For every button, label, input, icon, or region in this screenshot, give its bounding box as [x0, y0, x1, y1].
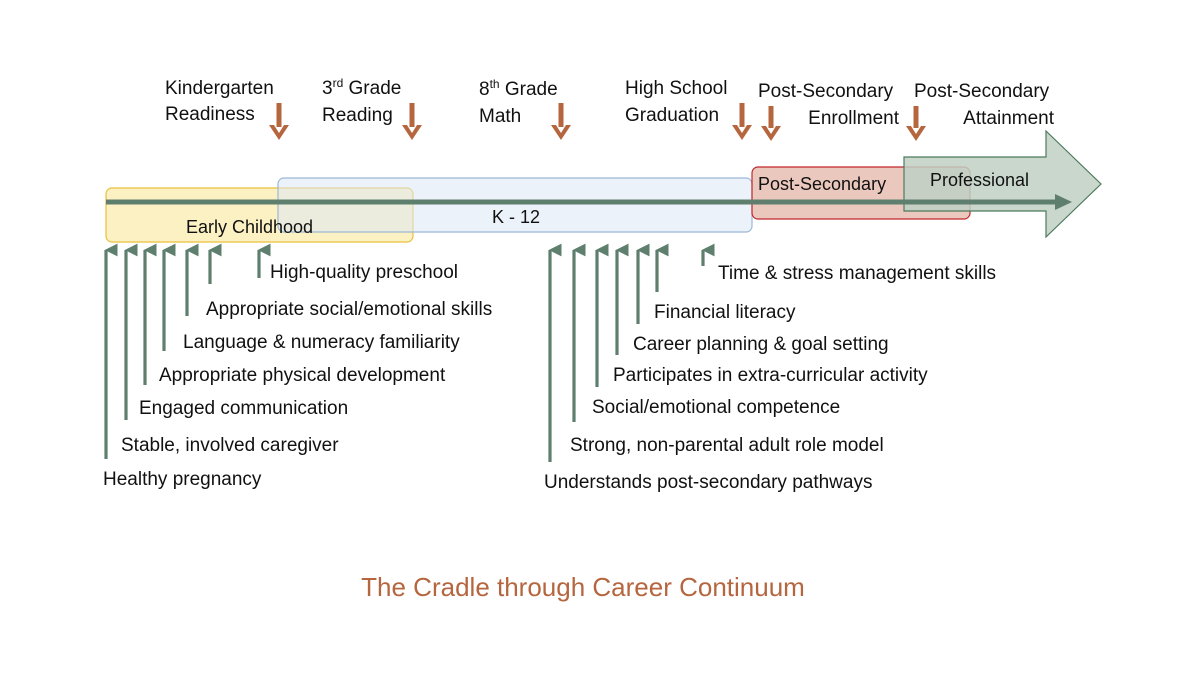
- factor-social-emotional-skills: Appropriate social/emotional skills: [206, 299, 493, 320]
- milestone-ps-enrollment-line1: Post-Secondary: [758, 81, 894, 102]
- milestone-hs-graduation-line2: Graduation: [625, 105, 720, 126]
- professional-label: Professional: [930, 170, 1030, 190]
- factor-preschool: High-quality preschool: [270, 262, 458, 283]
- factor-post-secondary-pathways: Understands post-secondary pathways: [544, 472, 873, 493]
- milestone-3rd-grade-line1: 3rd Grade: [322, 76, 402, 99]
- 3rd-grade-down-arrow-icon: [402, 103, 422, 140]
- kindergarten-down-arrow-icon: [269, 103, 289, 140]
- milestone-3rd-grade-line2: Reading: [322, 105, 393, 126]
- 8th-grade-down-arrow-icon: [551, 103, 571, 140]
- hs-graduation-down-arrow-icon: [732, 103, 752, 140]
- milestone-ps-attainment-line2: Attainment: [963, 108, 1054, 129]
- milestone-ps-attainment-line1: Post-Secondary: [914, 81, 1050, 102]
- factor-financial-literacy: Financial literacy: [654, 302, 796, 323]
- diagram-title: The Cradle through Career Continuum: [361, 572, 805, 602]
- factor-physical-development: Appropriate physical development: [159, 365, 446, 386]
- milestone-8th-grade-line2: Math: [479, 106, 522, 127]
- later-factor-arrows: [550, 250, 703, 462]
- k12-label: K - 12: [492, 207, 541, 227]
- ps-attainment-down-arrow-icon: [906, 106, 926, 141]
- milestone-8th-grade-line1: 8th Grade: [479, 77, 558, 100]
- factor-social-emotional-competence: Social/emotional competence: [592, 397, 841, 418]
- factor-time-stress-management: Time & stress management skills: [718, 263, 997, 284]
- post-secondary-label: Post-Secondary: [758, 174, 887, 194]
- factor-extra-curricular: Participates in extra-curricular activity: [613, 365, 928, 386]
- factor-language-numeracy: Language & numeracy familiarity: [183, 332, 460, 353]
- factor-stable-caregiver: Stable, involved caregiver: [121, 435, 339, 456]
- factor-healthy-pregnancy: Healthy pregnancy: [103, 469, 262, 490]
- factor-career-planning: Career planning & goal setting: [633, 334, 889, 355]
- factor-adult-role-model: Strong, non-parental adult role model: [570, 435, 884, 456]
- milestone-kindergarten-line1: Kindergarten: [165, 78, 274, 99]
- milestone-ps-enrollment-line2: Enrollment: [808, 108, 899, 129]
- early-childhood-label: Early Childhood: [186, 217, 314, 237]
- milestone-hs-graduation-line1: High School: [625, 78, 728, 99]
- milestone-kindergarten-line2: Readiness: [165, 104, 255, 125]
- factor-engaged-communication: Engaged communication: [139, 398, 349, 419]
- ps-enrollment-down-arrow-icon: [761, 106, 781, 141]
- early-factor-arrows: [106, 250, 259, 459]
